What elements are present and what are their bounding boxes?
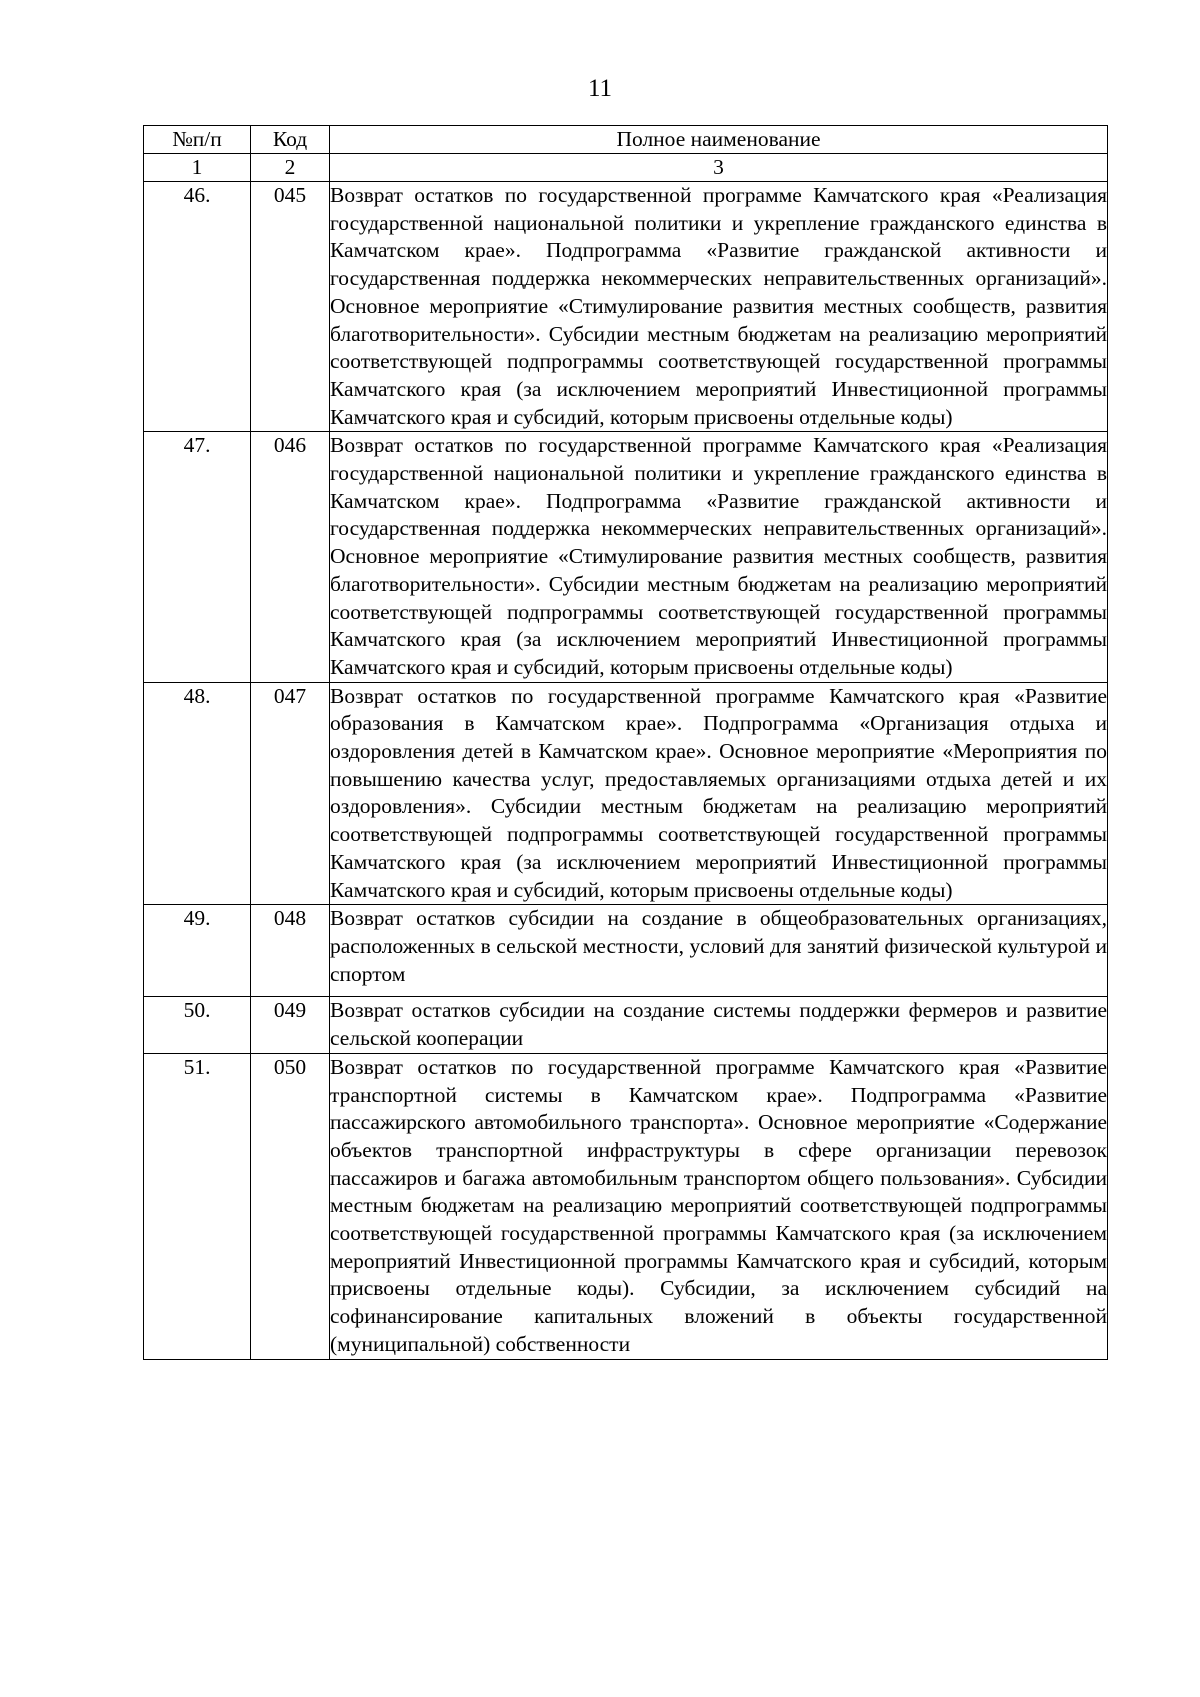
row-code: 049 xyxy=(251,997,330,1053)
row-full-name: Возврат остатков по государственной программе Камчатского края «Реализация государственной национальной политики и укрепление гражданского единства в Камчатском крае». Подпрограмма «Развитие гражданской активности и государственная поддержка некоммерческих неправительственных организаций». Основное мероприятие «Стимулирование развития местных сообществ, развития благотворительности». Субсидии местным бюджетам на реализацию мероприятий соответствующей подпрограммы соответствующей государственной программы Камчатского края (за исключением мероприятий Инвестиционной программы Камчатского края и субсидий, которым присвоены отдельные коды) xyxy=(330,432,1108,682)
row-code: 047 xyxy=(251,682,330,905)
header-code: Код xyxy=(251,126,330,154)
row-code: 045 xyxy=(251,182,330,432)
row-number: 51. xyxy=(144,1053,251,1359)
table-row xyxy=(144,182,1108,432)
table-row xyxy=(144,1053,1108,1359)
table-row xyxy=(144,905,1108,997)
index-cell: 2 xyxy=(251,154,330,182)
row-number: 48. xyxy=(144,682,251,905)
row-full-name: Возврат остатков субсидии на создание в общеобразовательных организациях, расположенных в сельской местности, условий для занятий физической культурой и спортом xyxy=(330,905,1108,997)
row-number: 50. xyxy=(144,997,251,1053)
classification-table xyxy=(143,125,1108,1360)
index-cell: 3 xyxy=(330,154,1108,182)
row-full-name: Возврат остатков по государственной программе Камчатского края «Развитие образования в Камчатском крае». Подпрограмма «Организация отдыха и оздоровления детей в Камчатском крае». Основное мероприятие «Мероприятия по повышению качества услуг, предоставляемых организациями отдыха детей и их оздоровления». Субсидии местным бюджетам на реализацию мероприятий соответствующей подпрограммы соответствующей государственной программы Камчатского края (за исключением мероприятий Инвестиционной программы Камчатского края и субсидий, которым присвоены отдельные коды) xyxy=(330,682,1108,905)
row-code: 048 xyxy=(251,905,330,997)
table-row xyxy=(144,997,1108,1053)
row-number: 46. xyxy=(144,182,251,432)
row-code: 046 xyxy=(251,432,330,682)
table-row xyxy=(144,682,1108,905)
row-full-name: Возврат остатков по государственной программе Камчатского края «Развитие транспортной системы в Камчатском крае». Подпрограмма «Развитие пассажирского автомобильного транспорта». Основное мероприятие «Содержание объектов транспортной инфраструктуры в сфере организации перевозок пассажиров и багажа автомобильным транспортом общего пользования». Субсидии местным бюджетам на реализацию мероприятий соответствующей подпрограммы соответствующей государственной программы Камчатского края (за исключением мероприятий Инвестиционной программы Камчатского края и субсидий, которым присвоены отдельные коды). Субсидии, за исключением субсидий на софинансирование капитальных вложений в объекты государственной (муниципальной) собственности xyxy=(330,1053,1108,1359)
row-full-name: Возврат остатков по государственной программе Камчатского края «Реализация государственной национальной политики и укрепление гражданского единства в Камчатском крае». Подпрограмма «Развитие гражданской активности и государственная поддержка некоммерческих неправительственных организаций». Основное мероприятие «Стимулирование развития местных сообществ, развития благотворительности». Субсидии местным бюджетам на реализацию мероприятий соответствующей подпрограммы соответствующей государственной программы Камчатского края (за исключением мероприятий Инвестиционной программы Камчатского края и субсидий, которым присвоены отдельные коды) xyxy=(330,182,1108,432)
index-cell: 1 xyxy=(144,154,251,182)
table-row xyxy=(144,432,1108,682)
row-number: 49. xyxy=(144,905,251,997)
table-header-row xyxy=(144,126,1108,154)
row-full-name: Возврат остатков субсидии на создание системы поддержки фермеров и развитие сельской кооперации xyxy=(330,997,1108,1053)
row-code: 050 xyxy=(251,1053,330,1359)
header-full-name: Полное наименование xyxy=(330,126,1108,154)
page-number: 11 xyxy=(587,75,613,102)
row-number: 47. xyxy=(144,432,251,682)
header-number: №п/п xyxy=(144,126,251,154)
table-index-row xyxy=(144,154,1108,182)
